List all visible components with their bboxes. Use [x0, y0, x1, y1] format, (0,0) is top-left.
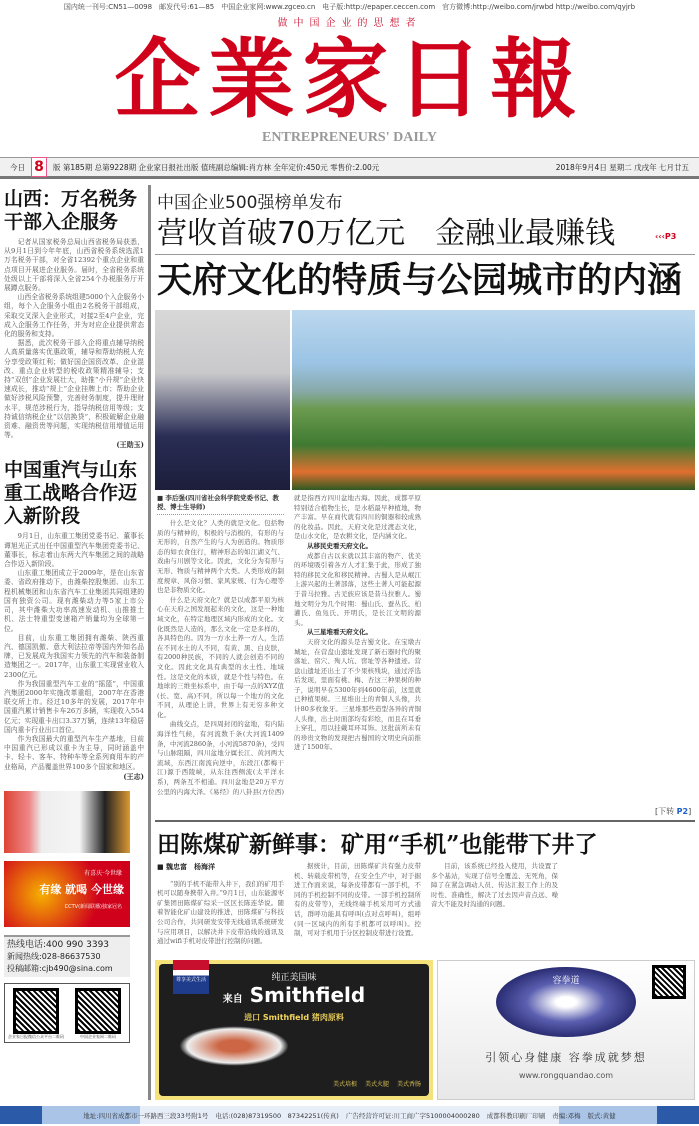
- qr-code[interactable]: [652, 965, 686, 999]
- ad-media: CCTV(新闻联播)独家冠名: [64, 903, 122, 910]
- continued-on-p2[interactable]: [655, 806, 691, 817]
- paragraph: 成都自古以来就以其丰富的物产、优美的环境吸引着各方人才汇集于此，形成了独特的移民文化和移民精神。古蜀人是从岷江上游兴起的土著部落，这些土著人可能起源于昔马拉雅。古羌族应该是昔马拉雅人。蜀地文明分为几个时期：蜀山氏、蚕丛氏、柏灌氏、鱼凫氏、开明氏，是长江文明的源头。: [294, 551, 421, 627]
- turn-page: P2: [676, 807, 689, 816]
- ad-line3: 进口 Smithfield 猪肉原料: [244, 1013, 344, 1022]
- footer-address: 地址:四川省成都市一环路西三段33号附1号: [83, 1111, 209, 1120]
- qr-code[interactable]: [13, 988, 59, 1034]
- hotline-box: [4, 935, 130, 977]
- footer-printer: 成都科教印刷厂印刷: [486, 1111, 546, 1120]
- footer-designer: 版式:黄健: [587, 1111, 616, 1120]
- author-speaking-photo: [155, 310, 290, 490]
- ad-brand-logo: 容拳道: [496, 967, 636, 1037]
- turn-label: [下转: [655, 807, 677, 816]
- paragraph: 作为我国最大的重型汽车生产基地，目前中国重汽已形成以重卡为主导，同时涵盖中卡、轻卡、客车、特种车等全系列商用车的产业格局，产品覆盖世界100多个国家和地区。: [4, 734, 144, 771]
- ad-slogan: 有缘 就喝 今世缘: [39, 882, 124, 896]
- newspaper-logo: 企業家日報: [114, 29, 585, 130]
- hotline-phone: 热线电话:400 990 3393: [7, 939, 110, 950]
- story-title: 山西：万名税务干部入企服务: [4, 188, 138, 233]
- paragraph: 什么是天府文化？就是以成都平原为核心在天府之国发展起来的文化，这是一种地域文化，在特定地理区域内形成的文化。文化既然是人造的，那么文化一定是多样的，各具特色的。因为一方水土养一方人，生活在不同水土的人不同，有黄、黑、白皮肤，有2000种民族，不同的人就会创造不同的文化。因此文化具有典型的水土性、地域性。这是文化的本质，就是个性与特色。在地球的三维坐标系中，由于每一点的XYZ值(长、宽、高)不同，所以每一个地方的文化不同，从理论上讲，世界上有无穷多种文化。: [157, 595, 284, 719]
- kicker: 中国企业500强榜单发布: [157, 193, 343, 213]
- paragraph: 9月1日，山东重工集团党委书记、董事长谭旭光正式出任中国重型汽车集团党委书记、董事长，标志着山东两大汽车集团之间的战略合作迈入新阶段。: [4, 532, 144, 569]
- issue-date: 2018年9月4日 星期二 戊戌年 七月廿五: [555, 162, 689, 172]
- paragraph: 山西全省税务系统组建5000个入企服务小组，每个入企服务小组由2名税务干部组成，采取交叉深入企业形式，对接2至4户企业，完成入企服务工作任务，并为对应企业提供常态化的服务和支持。: [4, 293, 144, 339]
- divider: [155, 820, 695, 822]
- paragraph: 目前，山东重工集团拥有潍柴、陕西重汽、德国凯傲、意大利法拉帝等国内外知名品牌，已发展成为我国实力领先的汽车和装备制造集团之一。2017年，山东重工实现营业收入2300亿元。: [4, 633, 144, 679]
- product-label: 美式培根: [332, 1081, 357, 1088]
- turn-end: ]: [688, 807, 692, 816]
- english-name: ENTREPRENEURS' DAILY: [262, 130, 437, 145]
- left-column: [4, 188, 144, 1100]
- divider: [155, 254, 695, 255]
- paragraph: 山东重工集团成立于2009年，是在山东省委、省政府推动下，由潍柴控股集团、山东工程机械集团和山东省汽车工业集团共同组建的国有独资公司。现有潍柴动力等5家上市公司，其中潍柴大功率高速发动机、山推推土机、法士特重型变速箱产销量均为全球第一位。: [4, 569, 144, 633]
- qr-label: 中国企业家网二维码: [80, 1033, 116, 1039]
- footer-license: 广告经营许可证:川工商广字5100004000280: [345, 1111, 480, 1120]
- paragraph: 据统计，目前，田陈煤矿共有强力皮带机、转载皮带机等，在安全生产中，对于掘进工作面来说，每条皮带都有一部手机，不同的手机控制不同的皮带。一部手机控制所有的皮带等)，无线终端手机采用可方式通话，群呼功能具有呼叫(点对点呼叫)，组呼(同一区域内的所有手机都可以呼叫)。控制，可对手机用于分区控制皮带进行设置。: [294, 862, 421, 938]
- paragraph: “别的手机不能带入井下，我们的矿用手机可以随身携带入井。”9月1日，山东能源枣矿集团田陈煤矿综采一区区长陈连华说。随着智能化矿山建设的推进，田陈煤矿与科技公司合作，共同研发安带无线通讯系统研发与应用项目，以解决井下皮带沿线的通讯及通过wifi手机对皮带进行控制的问题。: [157, 879, 284, 946]
- submission-email[interactable]: 投稿邮箱:cjb490@sina.com: [7, 963, 113, 973]
- paragraph: 据悉，此次税务干部入企将重点辅导纳税人高质量落实优惠政策，辅导和帮助纳税人充分享受政策红利；做好国企国资改革、企业混改、重点企业转型的税收政策精准辅导；支持“双创”企业发展壮大，助推“小升规”企业快速成长，推动“规上”企业挂牌上市；帮助企业做好涉税风险预警，完善财务制度，提升理财水平，规范涉税行为，指导纳税信用等级；支持诚信纳税企业“以信换贷”，积极破解企业融资难、融资贵等问题，实现纳税信用增值运用等。: [4, 339, 144, 440]
- qr-label: 企业家日报微信公众平台二维码: [8, 1033, 64, 1039]
- ad-url[interactable]: www.rongquandao.com: [518, 1071, 614, 1080]
- byline: ■ 魏忠富 杨海洋: [157, 862, 216, 871]
- paragraph: 记者从国家税务总局山西省税务局获悉，从9月1日到今年年底，山西省税务系统选派1万名税务干部，对全省12392个重点企业和重点项目开展进企业服务。届时，全省税务系统处级以上干部将深入全省254个办税服务厅开展蹲点服务。: [4, 238, 144, 293]
- edition-count-badge: 8: [31, 157, 47, 177]
- food-plate-image: [179, 1026, 289, 1066]
- headline-top500[interactable]: 营收首破70万亿元 金融业最赚钱: [157, 216, 616, 251]
- page-ref-p3[interactable]: ‹‹‹P3: [655, 232, 677, 241]
- qr-codes: [4, 983, 130, 1043]
- product-label: 美式火腿: [364, 1081, 389, 1088]
- today-label: 今日: [10, 162, 25, 172]
- coal-mine-headline[interactable]: 田陈煤矿新鲜事：矿用“手机”也能带下井了: [157, 831, 598, 858]
- footer-bar: [0, 1106, 699, 1124]
- story-shanxi-tax: [4, 188, 144, 449]
- truck-photo: [4, 791, 130, 853]
- tagline: 做中国企业的思想者: [277, 18, 422, 29]
- masthead-info-line: 国内统一刊号:CN51—0098 邮发代号:61—85 中国企业家网:www.zgceo.cn 电子版:http://epaper.ceccen.com 官方微博:http://weibo.com/jrwbd http://weibo.com/qyjrb: [63, 3, 636, 11]
- smithfield-ad[interactable]: [155, 960, 433, 1100]
- story-byline: (王勋玉): [116, 440, 144, 450]
- ad-brand: Smithfield: [249, 983, 366, 1007]
- lead-article-body: [157, 494, 695, 804]
- ad-line1: 纯正美国味: [271, 973, 317, 983]
- jinshiyuan-ad[interactable]: [4, 861, 130, 927]
- paragraph: 曲线交点，是四周封闭的盆地，有内陆海洋性气候，有河流数千条(大河流1409条，中河流2860条，小河流5870条)，受四与山脉阻隔，四川盆地分属长江、黄河两大流域，东西江南流向逆中，东段江(都梅干江)源于西陵峡，从东往西侧流(太平洋水系)，两条互不相通。四川盆地是20万平方公里的内海大泽。《易经》的八卦县(方位西)就是指西方四川盆地古海。因此，成都平原特别适合植物生长，是水稻最早种植地，物产丰富。早在商代就有四川的铜器和较成熟的化妆品。因此，天府文化是过渡态文化，是山水文化，是农耕文化，是内涵文化。: [157, 494, 421, 796]
- issue-info-bar: [0, 157, 699, 179]
- lead-headline[interactable]: 天府文化的特质与公园城市的内涵: [157, 260, 683, 301]
- paragraph: 作为我国重型汽车工业的“摇篮”，中国重汽集团2000年实施改革重组，2007年在香港联交所上市。经过10多年的发展，2017年中国重汽累计销售卡车26万多辆，实现收入554亿元；实现重卡出口3.37万辆，连续13年稳居国内重卡行业出口首位。: [4, 679, 144, 734]
- park-city-photo: [292, 310, 695, 490]
- paragraph: 目前，该系统已经投入使用，共设置了多个基站，实现了信号全覆盖、无死角，保障了在紧急调动人员、传达汇报工作上的及时性、准确性，解决了过去因声音点远、噪音大不能及时沟通的问题。: [431, 862, 558, 909]
- ad-slogan: 引领心身健康 容拳成就梦想: [485, 1051, 647, 1064]
- ad-slogan-top: 有喜庆·今世缘: [84, 869, 122, 877]
- paragraph: 天府文化的源头是古蜀文化。在宝墩古城址，在营盘山遗址发现了新石器时代的聚落址、窑穴、殉人坑、窖址等各种遗迹。营盘山遗址还出土了不少果核残块，通过浮选后发现，里面有桃、梅、杏这三种果树的种子，说明早在5300年到4600年前，这里就已种植果树。三星堆出土的青铜人头像，共计80多枚象牙。三星堆那些造型各异的青铜人头像，出土时面部均有彩绘，而且在耳垂上穿孔，用以挂戴耳环耳饰。这批前所未有的珍贵文物的发现把古蜀国的文明史向前推进了1500年。: [294, 637, 421, 752]
- footer-editor: 责编:邓梅: [552, 1111, 581, 1120]
- news-hotline: 新闻热线:028-86637530: [7, 951, 101, 961]
- paragraph: 什么是文化？人类的就是文化。包括物质的与精神的，积极的与消极的，有形的与无形的，自然产生的与人为创造的。物质形态的如衣食住行，精神形态的如江湖义气、戏曲与川剧等文化。因此，文化分为有形与无形、物质与精神两个大类。人类形成的制度规章、风俗习惯、家风家规、行为心理等也是非物质文化。: [157, 519, 284, 595]
- author-caption: ■ 李后强(四川省社会科学院党委书记、教授、博士生导师): [157, 494, 284, 515]
- story-title: 中国重汽与山东重工战略合作迈入新阶段: [4, 459, 138, 528]
- ad-badge: 尊享美式生活: [173, 960, 209, 994]
- ad-from: 来自: [222, 994, 243, 1005]
- footer-phone: 电话:(028)87319500 87342251(传真): [215, 1111, 339, 1120]
- subhead: 从移民史看天府文化。: [307, 541, 372, 550]
- product-label: 美式香肠: [396, 1081, 421, 1088]
- issue-details: 版 第185期 总第9228期 企业家日报社出版 值班副总编辑:肖方林 全年定价:450元 零售价:2.00元: [53, 162, 380, 172]
- story-byline: (王志): [123, 771, 144, 781]
- coal-mine-article: [157, 862, 695, 952]
- qr-code[interactable]: [75, 988, 121, 1034]
- subhead: 从三星堆看天府文化。: [307, 628, 372, 637]
- story-sinotruk: [4, 459, 144, 780]
- rongquandao-ad[interactable]: [437, 960, 695, 1100]
- column-divider: [148, 185, 151, 1100]
